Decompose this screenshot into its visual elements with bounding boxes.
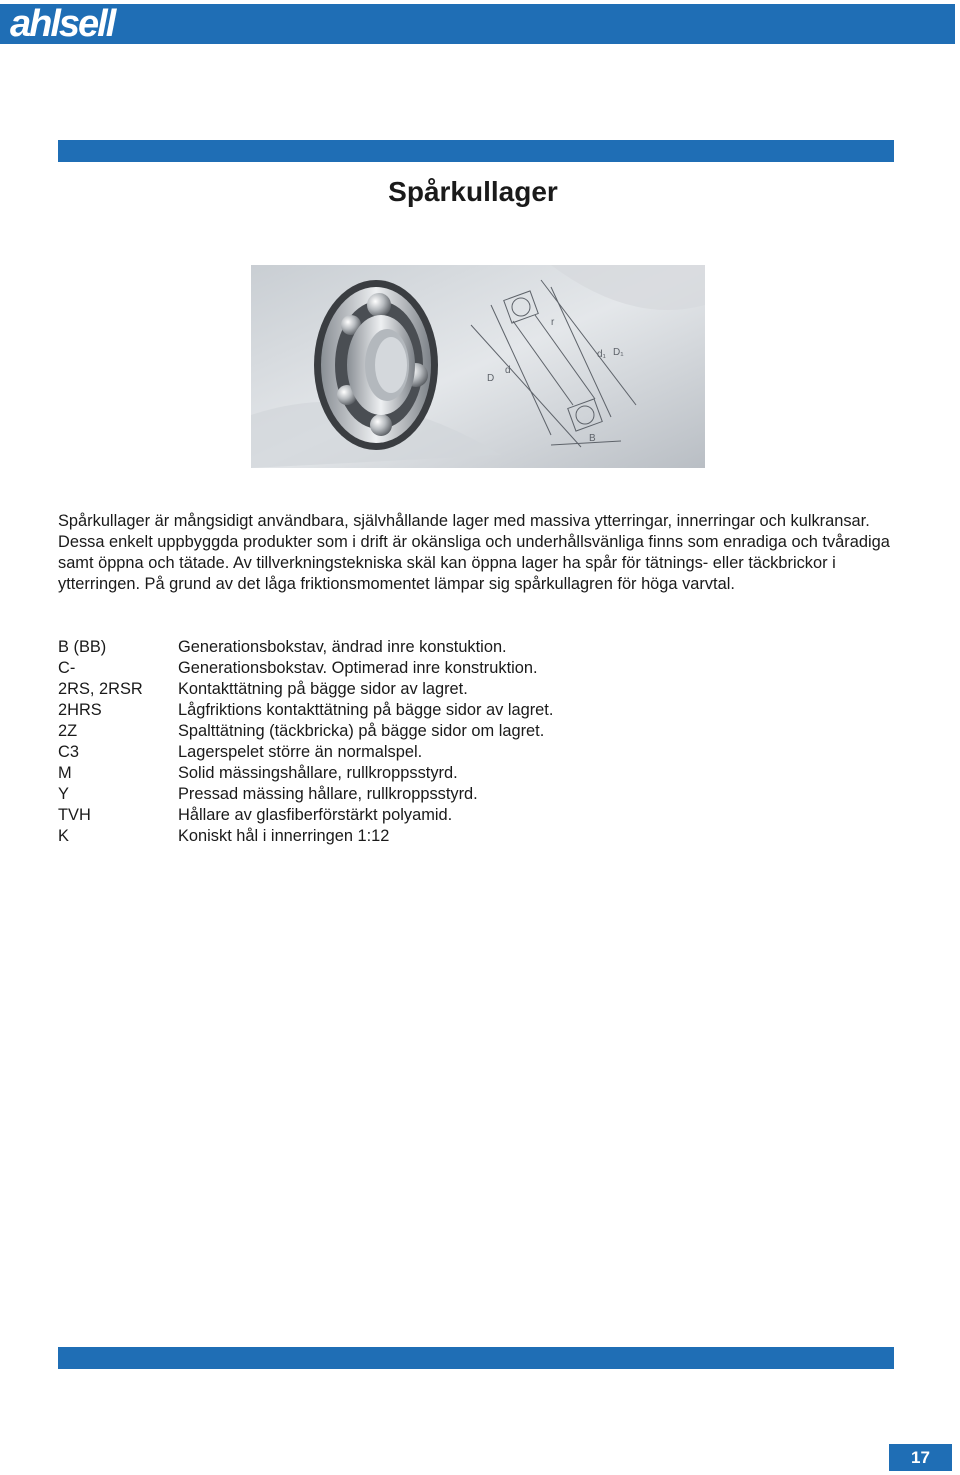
desc-cell: Koniskt hål i innerringen 1:12 xyxy=(178,827,390,845)
code-cell: C3 xyxy=(58,743,79,761)
desc-cell: Lågfriktions kontakttätning på bägge sidor av lagret. xyxy=(178,701,554,719)
bearing-cross-section-icon xyxy=(251,265,705,468)
dim-label-d: d xyxy=(505,365,511,376)
table-row xyxy=(58,679,758,700)
dim-label-d1: d₁ xyxy=(597,349,606,360)
desc-cell: Kontakttätning på bägge sidor av lagret. xyxy=(178,680,468,698)
desc-cell: Hållare av glasfiberförstärkt polyamid. xyxy=(178,806,453,824)
desc-cell: Lagerspelet större än normalspel. xyxy=(178,743,423,761)
page-number: 17 xyxy=(889,1444,952,1471)
table-row xyxy=(58,763,758,784)
desc-cell: Pressad mässing hållare, rullkroppsstyrd. xyxy=(178,785,478,803)
desc-cell: Solid mässingshållare, rullkroppsstyrd. xyxy=(178,764,458,782)
table-row xyxy=(58,721,758,742)
code-cell: B (BB) xyxy=(58,638,107,656)
dim-label-D1: D₁ xyxy=(613,347,624,358)
dim-label-r: r xyxy=(551,317,555,328)
table-row xyxy=(58,742,758,763)
table-row xyxy=(58,637,758,658)
header-bar xyxy=(0,4,955,44)
table-row xyxy=(58,700,758,721)
desc-cell: Generationsbokstav. Optimerad inre konstruktion. xyxy=(178,659,538,677)
dim-label-D: D xyxy=(487,373,495,384)
table-row xyxy=(58,784,758,805)
top-band xyxy=(58,140,894,162)
intro-paragraph: Spårkullager är mångsidigt användbara, självhållande lager med massiva ytterringar, innerringar och kulkransar. Dessa enkelt uppbyggda produkter som i drift är okänsliga och underhållsvänliga finns som enradiga och tvåradiga samt öppna och tätade. Av tillverkningstekniska skäl kan öppna lager ha spår för tätnings- eller täckbrickor i ytterringen. På grund av det låga friktionsmomentet lämpar sig spårkullagren för höga varvtal. xyxy=(58,512,890,593)
code-cell: Y xyxy=(58,785,69,803)
code-cell: 2HRS xyxy=(58,701,102,719)
table-row xyxy=(58,658,758,679)
table-row xyxy=(58,826,758,847)
code-cell: C- xyxy=(58,659,76,677)
bottom-band xyxy=(58,1347,894,1369)
table-row xyxy=(58,805,758,826)
code-cell: M xyxy=(58,764,72,782)
code-cell: 2RS, 2RSR xyxy=(58,680,143,698)
bearing-illustration xyxy=(251,265,705,468)
desc-cell: Generationsbokstav, ändrad inre konstuktion. xyxy=(178,638,507,656)
ahlsell-logo: ahlsell xyxy=(10,3,115,45)
page-title: Spårkullager xyxy=(388,176,558,207)
suffix-code-table xyxy=(58,637,758,847)
dim-label-B: B xyxy=(589,433,596,444)
code-cell: 2Z xyxy=(58,722,78,740)
desc-cell: Spalttätning (täckbricka) på bägge sidor om lagret. xyxy=(178,722,545,740)
code-cell: TVH xyxy=(58,806,91,824)
code-cell: K xyxy=(58,827,69,845)
